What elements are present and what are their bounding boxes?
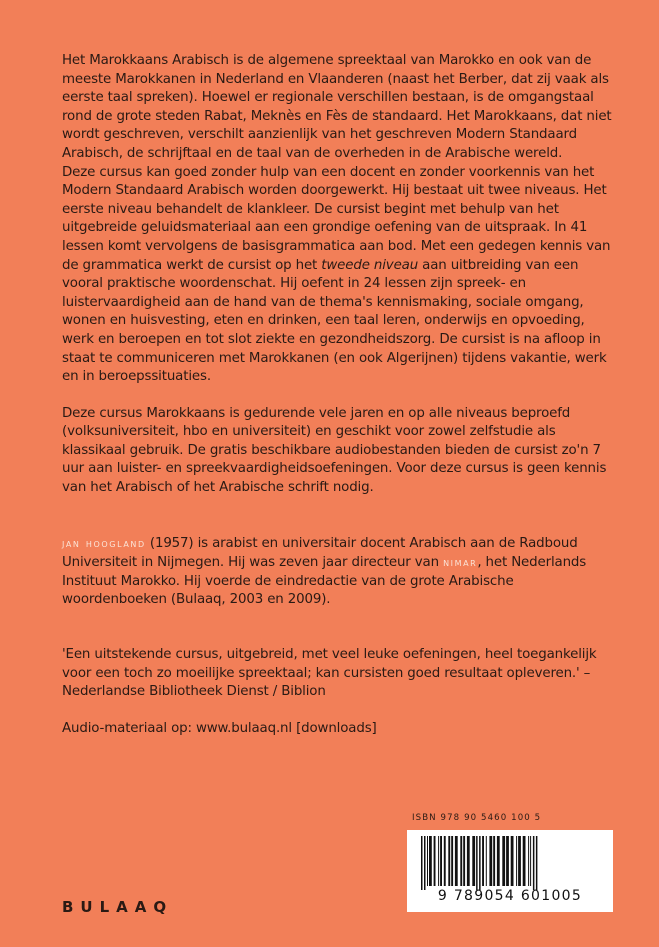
- author-name: jan hoogland: [62, 535, 146, 550]
- barcode-bar: [421, 836, 423, 890]
- barcode-bar: [502, 836, 505, 886]
- barcode-bar: [482, 836, 484, 886]
- barcode-bar: [448, 836, 450, 886]
- paragraph-usage: Deze cursus Marokkaans is gedurende vele jaren en op alle niveaus beproefd (volksuniversiteit, hbo en universiteit) en geschikt voor zowel zelfstudie als klassikaal gebruik. De gratis beschikbare audiobestanden bieden de cursist zo'n 7 uur aan luister- en spreekvaardigheidsoefeningen. Voor deze cursus is geen kennis van het Arabisch of het Arabische schrift nodig.: [62, 405, 607, 496]
- author-bio: [62, 534, 612, 610]
- review-quote: 'Een uitstekende cursus, uitgebreid, met veel leuke oefeningen, heel toegankelijk voor een toch zo moeilijke spreektaal; kan cursisten goed resultaat opleveren.' – Nederlandse Bibliotheek Dienst / Biblion: [62, 647, 597, 700]
- barcode-bar: [533, 836, 535, 890]
- barcode-bar: [506, 836, 509, 886]
- barcode: [407, 830, 613, 912]
- barcode-bar: [530, 836, 531, 886]
- author-bio-part2: , het Nederlands Instituut Marokko. Hij voerde de eindredactie van de grote Arabische woordenboeken (Bulaaq, 2003 en 2009).: [62, 555, 587, 608]
- barcode-bar: [486, 836, 487, 886]
- barcode-bar: [472, 836, 475, 886]
- paragraph-course-part2: aan uitbreiding van een vooral praktische woordenschat. Hij oefent in 24 lessen zijn spreek- en luistervaardigheid aan de hand van de thema's kennismaking, sociale omgang, wonen en huisvesting, eten en drinken, een taal leren, onderwijs en opvoeding, werk en beroepen en tot slot ziekte en gezondheidszorg. De cursist is na afloop in staat te communiceren met Marokkanen (en ook Algerijnen) tijdens vakantie, werk en in beroepssituaties.: [62, 257, 607, 385]
- isbn-text: ISBN 978 90 5460 100 5: [412, 813, 542, 823]
- barcode-bar: [528, 836, 529, 886]
- barcode-bar: [424, 836, 426, 890]
- barcode-bar: [434, 836, 436, 886]
- paragraph-intro: Het Marokkaans Arabisch is de algemene spreektaal van Marokko en ook van de meeste Marokkanen in Nederland en Vlaanderen (naast het Berber, dat zij vaak als eerste taal spreken). Hoewel er regionale verschillen bestaan, is de omgangstaal rond de grote steden Rabat, Meknès en Fès de standaard. Het Marokkaans, dat niet wordt geschreven, verschilt aanzienlijk van het geschreven Modern Standaard Arabisch, de schrijftaal en de taal van de overheden in de Arabische wereld.: [62, 53, 612, 161]
- org-name: nimar: [443, 555, 478, 570]
- barcode-bar: [489, 836, 492, 886]
- blurb-text: [62, 52, 612, 738]
- barcode-bar: [467, 836, 470, 886]
- audio-note: Audio-materiaal op: www.bulaaq.nl [downloads]: [62, 720, 377, 736]
- barcode-bar: [440, 836, 442, 886]
- barcode-bar: [429, 836, 432, 886]
- paragraph-course: [62, 164, 612, 387]
- author-bio-part1: (1957) is arabist en universitair docent Arabisch aan de Radboud Universiteit in Nijmegen. Hij was zeven jaar directeur van: [62, 535, 578, 571]
- publisher-logo: BULAAQ: [62, 898, 174, 916]
- barcode-bar: [476, 836, 478, 890]
- barcode-bar: [523, 836, 526, 886]
- barcode-number: 9 789054 601005: [437, 888, 583, 904]
- barcode-bar: [427, 836, 428, 886]
- emphasis-tweede-niveau: tweede niveau: [321, 257, 419, 273]
- barcode-bar: [444, 836, 446, 886]
- barcode-bar: [460, 836, 462, 886]
- barcode-bar: [511, 836, 514, 886]
- barcode-bar: [516, 836, 517, 886]
- barcode-bar: [455, 836, 458, 886]
- barcode-bar: [438, 836, 439, 886]
- barcode-bar: [493, 836, 495, 886]
- barcode-bar: [451, 836, 453, 886]
- barcode-bar: [497, 836, 500, 886]
- barcode-bar: [536, 836, 538, 890]
- barcode-bar: [463, 836, 465, 886]
- paragraph-course-part1: Deze cursus kan goed zonder hulp van een docent en zonder voorkennis van het Modern Standaard Arabisch worden doorgewerkt. Hij bestaat uit twee niveaus. Het eerste niveau behandelt de klankleer. De cursist begint met behulp van het uitgebreide geluidsmateriaal aan een grondige oefening van de uitspraak. In 41 lessen komt vervolgens de basisgrammatica aan bod. Met een gedegen kennis van de grammatica werkt de cursist op het: [62, 164, 611, 273]
- barcode-bar: [479, 836, 481, 890]
- barcode-bars: [419, 836, 601, 890]
- barcode-bar: [518, 836, 521, 886]
